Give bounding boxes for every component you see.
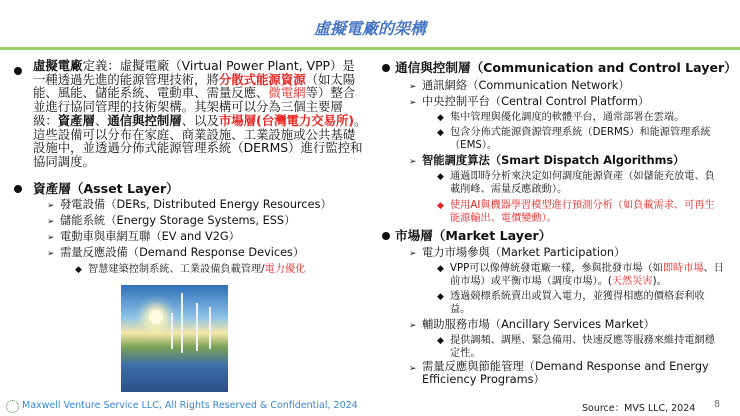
arrow-icon: ➢ [409, 157, 417, 167]
wind-turbine [196, 303, 198, 351]
diamond-icon: ◆ [437, 201, 444, 211]
list-item: 需量反應設備（Demand Response Devices） [60, 246, 305, 259]
diamond-icon: ◆ [437, 113, 444, 123]
arrow-icon: ➢ [47, 233, 55, 243]
list-item: 智能調度算法（Smart Dispatch Algorithms） [422, 154, 685, 167]
sub-item: 集中管理與優化調度的軟體平台，通常部署在雲端。 [450, 112, 685, 123]
text: 、以及 [181, 112, 219, 128]
text: )。 [652, 275, 667, 287]
renewable-energy-image [121, 285, 228, 392]
slide-title: 虛擬電廠的架構 [313, 19, 426, 38]
list-item: 電力市場參與（Market Participation） [422, 246, 626, 259]
diamond-icon: ◆ [437, 292, 444, 302]
asset-layer-heading: 資產層（Asset Layer） [33, 181, 179, 196]
diamond-icon: ◆ [437, 172, 444, 182]
arrow-icon: ➢ [409, 82, 417, 92]
sub-item [88, 264, 305, 277]
market-layer-heading: 市場層（Market Layer） [395, 228, 552, 243]
bullet-icon [382, 232, 390, 240]
arrow-icon: ➢ [47, 217, 55, 227]
list-item: 輔助服務市場（Ancillary Services Market） [422, 318, 655, 331]
arrow-icon: ➢ [409, 321, 417, 331]
sub-item: 透過競標系統賣出或買入電力，並獲得相應的價格套利收益。 [450, 291, 705, 315]
highlight: 市場層(台灣電力交易所) [218, 112, 355, 128]
diamond-icon: ◆ [437, 128, 444, 138]
highlight: 分散式能源資源 [218, 71, 306, 87]
company-logo-icon [6, 400, 19, 413]
comm-layer-heading: 通信與控制層（Communication and Control Layer） [395, 60, 737, 75]
arrow-icon: ➢ [47, 249, 55, 259]
highlight: 微電網 [268, 85, 306, 101]
text: 虛擬電廠 [33, 58, 83, 73]
sub-item: 通過即時分析來決定如何調度能源資產（如儲能充放電、負載削峰、需量反應啟動）。 [450, 171, 715, 195]
arrow-icon: ➢ [409, 249, 417, 259]
diamond-icon: ◆ [437, 264, 444, 274]
arrow-icon: ➢ [47, 201, 55, 211]
intro-paragraph [33, 59, 367, 169]
highlight: 天然災害 [611, 275, 653, 287]
bullet-icon [14, 185, 22, 193]
text: 。這些設備可以分布在家庭、商業設施、工業設施或公共基礎設施中，並透過分佈式能源管理系統（DERMS）進行監控和協同調度。 [33, 112, 367, 169]
title-divider [0, 47, 740, 50]
wind-turbine [209, 307, 211, 349]
text: 智慧建築控制系統、工業設備負載管理/ [88, 264, 265, 275]
list-item: 電動車與車網互聯（EV and V2G） [60, 230, 240, 243]
page-number: 8 [714, 399, 721, 410]
arrow-icon: ➢ [409, 98, 417, 108]
highlight: 即時市場 [662, 263, 704, 274]
wind-turbine [171, 313, 173, 349]
list-item: 儲能系統（Energy Storage Systems, ESS） [60, 214, 296, 227]
list-item: 發電設備（DERs, Distributed Energy Resources） [60, 198, 332, 211]
sub-item [450, 263, 730, 289]
diamond-icon: ◆ [75, 265, 82, 275]
list-item: 需量反應與節能管理（Demand Response and Energy Efficiency Programs） [422, 360, 709, 386]
text: （如太陽能、風能、儲能系統、電動車、需量反應、 [33, 71, 356, 101]
list-item: 通訊網絡（Communication Network） [422, 79, 630, 92]
diamond-icon: ◆ [437, 336, 444, 346]
text: 、 [94, 112, 108, 128]
wind-turbine [181, 293, 183, 353]
source-text: Source：MVS LLC, 2024 [582, 403, 696, 414]
bullet-icon [382, 64, 390, 72]
text: 、日前市場）或平衡市場（調度市場）。( [450, 263, 724, 287]
text: 資產層 [57, 112, 95, 128]
text: VPP可以像傳統發電廠一樣，參與批發市場（如 [450, 263, 663, 274]
sun [149, 310, 163, 324]
arrow-icon: ➢ [409, 364, 417, 374]
list-item: 中央控制平台（Central Control Platform） [422, 95, 650, 108]
sub-item: 提供調頻、調壓、緊急備用、快速反應等服務來維持電網穩定性。 [450, 335, 715, 359]
text: 定義：虛擬電廠（Virtual Power Plant, VPP）是一種透過先進的能源管理技術，將 [33, 58, 355, 87]
text: 通信與控制層 [107, 112, 182, 128]
copyright-text: Maxwell Venture Service LLC, All Rights Reserved & Confidential, 2024 [22, 400, 358, 411]
highlight: 電力優化 [264, 264, 306, 275]
text: 等）整合並進行協同管理的技術架構。其架構可以分為三個主要層級： [33, 85, 356, 128]
sub-item: 包含分佈式能源資源管理系統（DERMS）和能源管理系統（EMS）。 [450, 127, 711, 151]
bullet-icon [14, 67, 22, 75]
sub-item: 使用AI與機器學習模型進行預測分析（如負載需求、可再生能源輸出、電價變動）。 [450, 200, 715, 224]
